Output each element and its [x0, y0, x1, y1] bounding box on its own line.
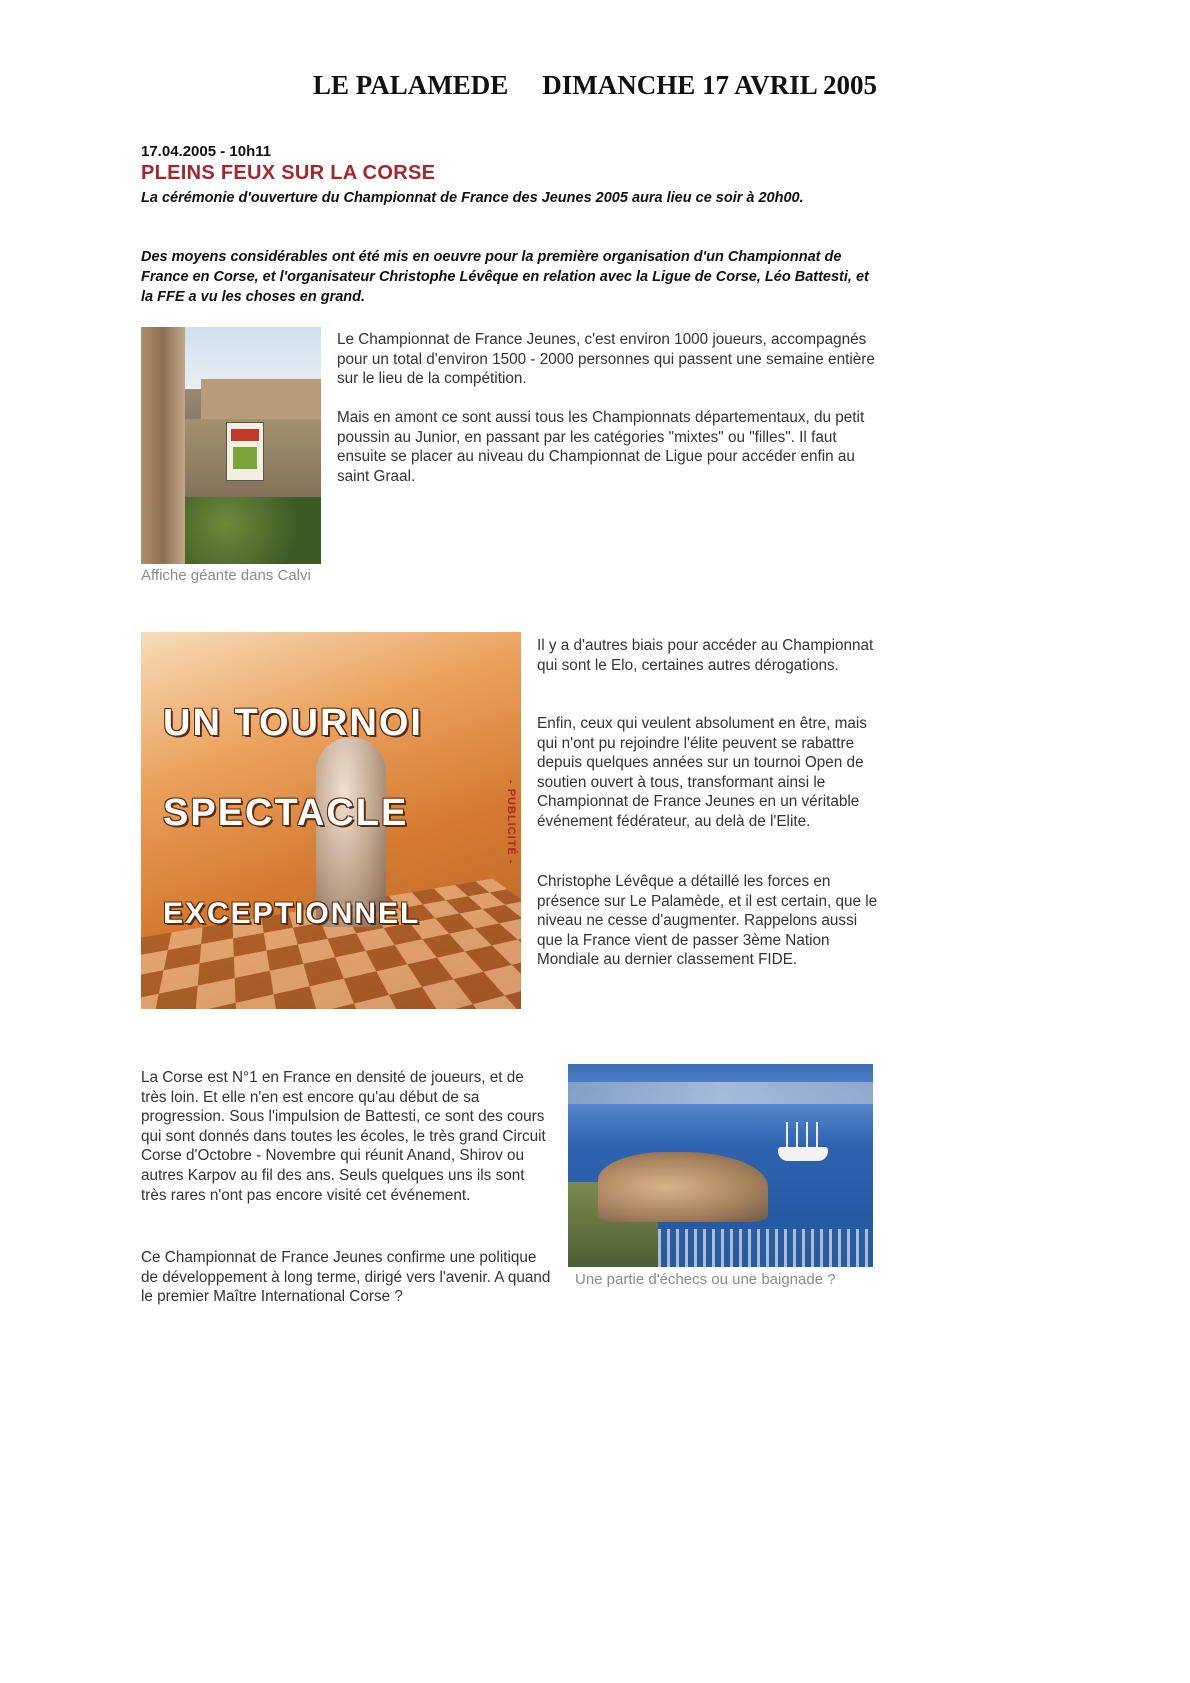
article-headline: PLEINS FEUX SUR LA CORSE	[141, 162, 436, 184]
issue-date: DIMANCHE 17 AVRIL 2005	[542, 70, 878, 100]
body-paragraph-4: Enfin, ceux qui veulent absolument en être, mais qui n'ont pu rejoindre l'élite peuvent se rabattre depuis quelques années sur un tournoi Open de soutien ouvert à tous, transformant ainsi le Championnat de France Jeunes en un véritable événement fédérateur, au delà de l'Elite.	[537, 715, 867, 830]
body-paragraph-5: Christophe Lévêque a détaillé les forces en présence sur Le Palamède, et il est certain, que le niveau ne cesse d'augmenter. Rappelons aussi que la France vient de passer 3ème Nation Mondiale au dernier classement FIDE.	[537, 873, 878, 969]
advertisement-label: - PUBLICITÉ -	[505, 780, 517, 865]
lead-paragraph-1: La cérémonie d'ouverture du Championnat de France des Jeunes 2005 aura lieu ce soir à 20h00.	[141, 190, 804, 206]
poster-photo	[141, 327, 321, 564]
ad-line-1: UN TOURNOI	[163, 702, 423, 744]
newspaper-title: LE PALAMEDE	[312, 70, 509, 100]
article-dateline: 17.04.2005 - 10h11	[141, 143, 272, 160]
harbour-photo-caption: Une partie d'échecs ou une baignade ?	[575, 1271, 836, 1288]
sailing-ship	[778, 1147, 828, 1161]
poster-photo-caption: Affiche géante dans Calvi	[141, 567, 311, 584]
citadel	[598, 1152, 768, 1222]
body-paragraph-3: Il y a d'autres biais pour accéder au Championnat qui sont le Elo, certaines autres dérogations.	[537, 637, 874, 674]
ad-line-2: SPECTACLE	[163, 792, 409, 834]
giant-poster	[226, 422, 264, 481]
body-paragraph-6: La Corse est N°1 en France en densité de joueurs, et de très loin. Et elle n'en est encore qu'au début de sa progression. Sous l'impulsion de Battesti, ce sont des cours qui sont donnés dans toutes les écoles, le très grand Circuit Corse d'Octobre - Novembre qui réunit Anand, Shirov ou autres Karpov au fil des ans. Seuls quelques uns ils sont très rares n'ont pas encore visité cet événement.	[141, 1069, 546, 1204]
lead-paragraph-2: Des moyens considérables ont été mis en oeuvre pour la première organisation d'un Championnat de France en Corse, et l'organisateur Christophe Lévêque en relation avec la Ligue de Corse, Léo Battesti, et la FFE a vu les choses en grand.	[141, 249, 869, 305]
ad-line-3: EXCEPTIONNEL	[163, 897, 421, 930]
body-paragraph-1: Le Championnat de France Jeunes, c'est environ 1000 joueurs, accompagnés pour un total d'environ 1500 - 2000 personnes qui passent une semaine entière sur le lieu de la compétition.	[337, 331, 875, 388]
body-paragraph-2: Mais en amont ce sont aussi tous les Championnats départementaux, du petit poussin au Junior, en passant par les catégories "mixtes" ou "filles". Il faut ensuite se placer au niveau du Championnat de Ligue pour accéder enfin au saint Graal.	[337, 409, 865, 485]
masthead	[0, 70, 1190, 101]
tournament-ad-image	[141, 632, 521, 1009]
calvi-harbour-photo	[568, 1064, 873, 1267]
body-paragraph-7: Ce Championnat de France Jeunes confirme une politique de développement à long terme, dirigé vers l'avenir. A quand le premier Maître International Corse ?	[141, 1249, 551, 1306]
